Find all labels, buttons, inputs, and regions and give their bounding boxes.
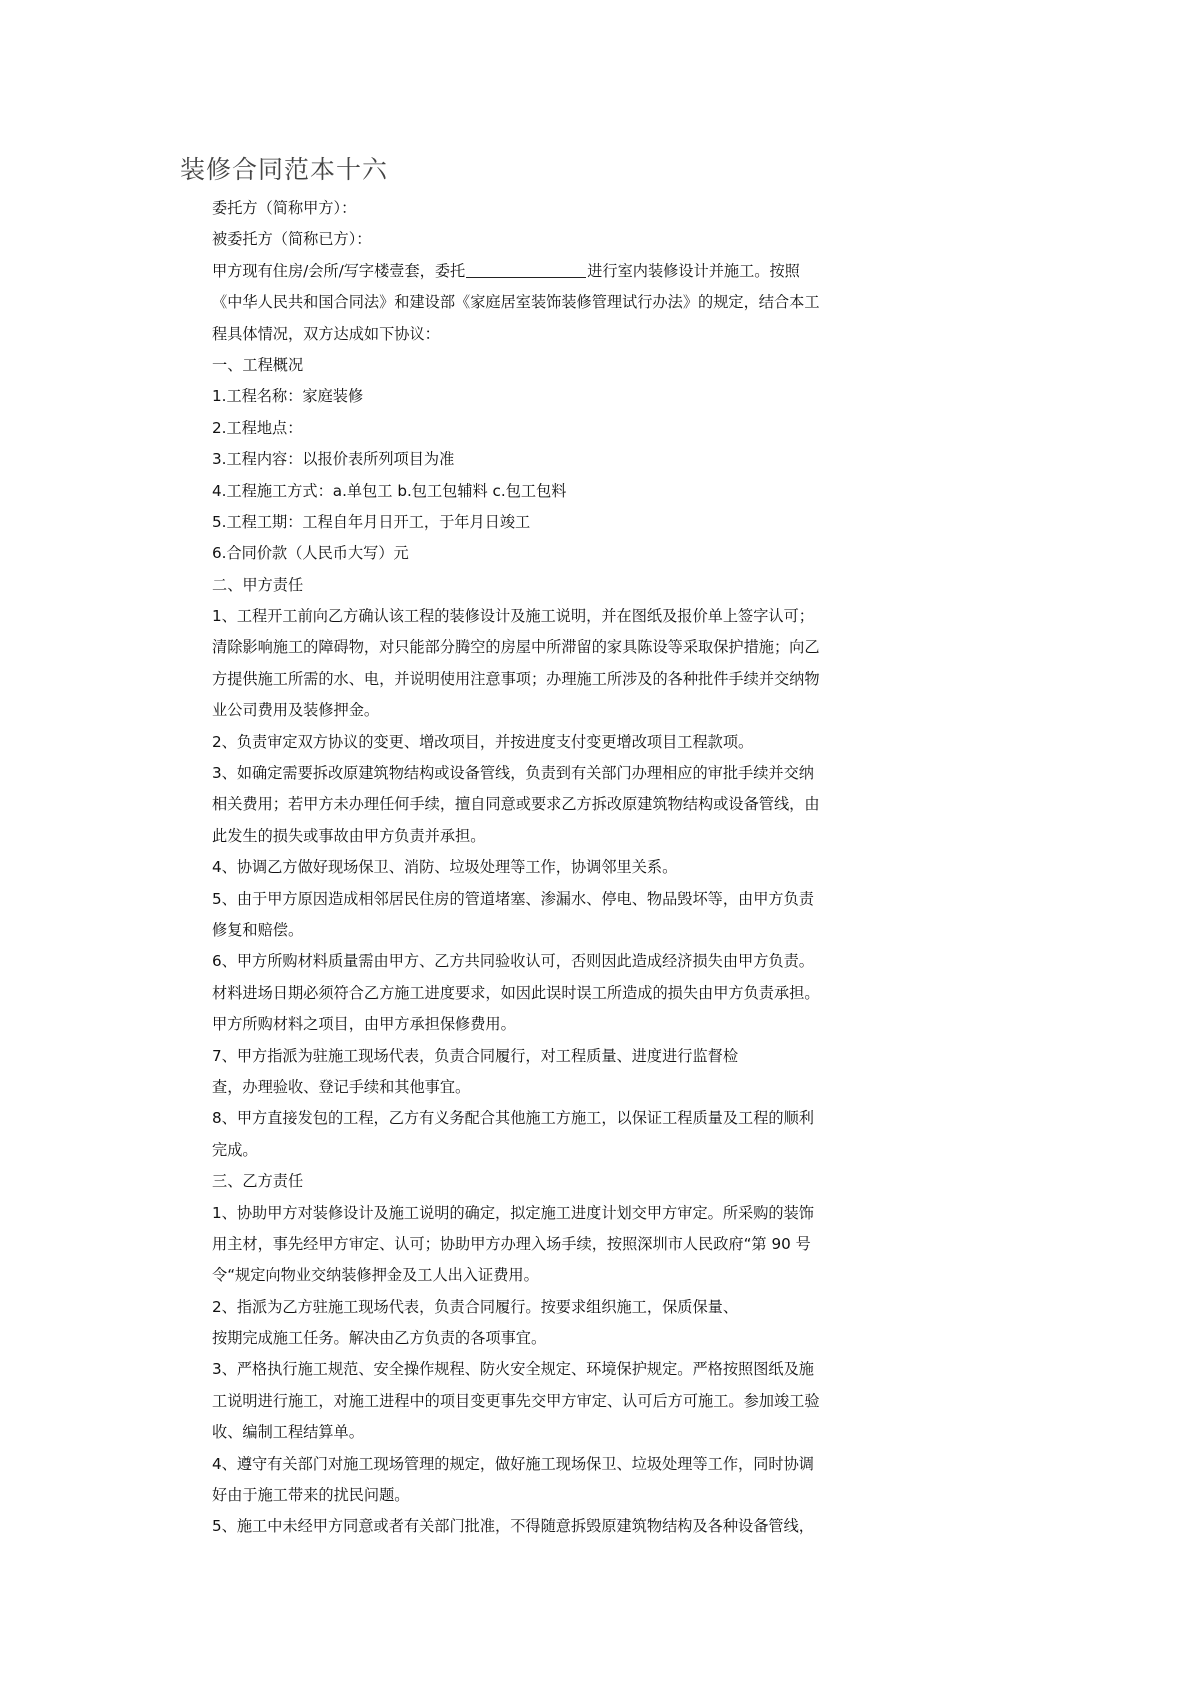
document-line: 1.工程名称：家庭装修 <box>212 387 364 406</box>
document-line: 2、指派为乙方驻施工现场代表，负责合同履行。按要求组织施工，保质保量、 <box>212 1297 739 1316</box>
document-line: 三、乙方责任 <box>212 1172 304 1191</box>
document-line: 二、甲方责任 <box>212 575 304 594</box>
document-line: 完成。 <box>212 1140 258 1159</box>
document-line: 收、编制工程结算单。 <box>212 1423 364 1442</box>
document-title: 装修合同范本十六 <box>180 155 389 184</box>
document-line: 用主材，事先经甲方审定、认可；协助甲方办理入场手续，按照深圳市人民政府“第 90 号 <box>212 1234 811 1253</box>
document-line: 2.工程地点： <box>212 418 303 437</box>
document-line <box>212 256 872 287</box>
document-line: 4、遵守有关部门对施工现场管理的规定，做好施工现场保卫、垃圾处理等工作，同时协调 <box>212 1454 814 1473</box>
document-line: 3.工程内容：以报价表所列项目为准 <box>212 450 455 469</box>
document-line: 令“规定向物业交纳装修押金及工人出入证费用。 <box>212 1266 539 1285</box>
document-line: 2、负责审定双方协议的变更、增改项目，并按进度支付变更增改项目工程款项。 <box>212 732 754 751</box>
document-line: 业公司费用及装修押金。 <box>212 701 380 720</box>
document-line: 修复和赔偿。 <box>212 920 304 939</box>
line-text: 进行室内装修设计并施工。按照 <box>587 261 800 280</box>
line-text: 甲方现有住房/会所/写字楼壹套，委托 <box>212 261 466 280</box>
document-line: 5、由于甲方原因造成相邻居民住房的管道堵塞、渗漏水、停电、物品毁坏等，由甲方负责 <box>212 889 814 908</box>
document-line: 程具体情况，双方达成如下协议： <box>212 324 440 343</box>
document-line: 方提供施工所需的水、电，并说明使用注意事项；办理施工所涉及的各种批件手续并交纳物 <box>212 669 820 688</box>
document-line: 4.工程施工方式：a.单包工 b.包工包辅料 c.包工包料 <box>212 481 567 500</box>
document-line: 3、如确定需要拆改原建筑物结构或设备管线，负责到有关部门办理相应的审批手续并交纳 <box>212 764 814 783</box>
document-line: 6.合同价款（人民币大写）元 <box>212 544 409 563</box>
document-line: 材料进场日期必须符合乙方施工进度要求，如因此误时误工所造成的损失由甲方负责承担。 <box>212 983 820 1002</box>
document-body <box>212 193 872 1543</box>
document-line: 一、工程概况 <box>212 355 304 374</box>
document-line: 此发生的损失或事故由甲方负责并承担。 <box>212 826 486 845</box>
document-line: 《中华人民共和国合同法》和建设部《家庭居室装饰装修管理试行办法》的规定，结合本工 <box>212 293 820 312</box>
document-line: 1、工程开工前向乙方确认该工程的装修设计及施工说明，并在图纸及报价单上签字认可； <box>212 607 814 626</box>
fill-in-blank <box>466 259 586 278</box>
document-line: 5.工程工期：工程自年月日开工，于年月日竣工 <box>212 512 531 531</box>
document-line: 甲方所购材料之项目，由甲方承担保修费用。 <box>212 1015 516 1034</box>
document-line: 查，办理验收、登记手续和其他事宜。 <box>212 1077 471 1096</box>
document-line: 按期完成施工任务。解决由乙方负责的各项事宜。 <box>212 1329 547 1348</box>
document-line: 清除影响施工的障碍物，对只能部分腾空的房屋中所滞留的家具陈设等采取保护措施；向乙 <box>212 638 820 657</box>
document-line: 8、甲方直接发包的工程，乙方有义务配合其他施工方施工，以保证工程质量及工程的顺利 <box>212 1109 814 1128</box>
document-line: 4、协调乙方做好现场保卫、消防、垃圾处理等工作，协调邻里关系。 <box>212 858 678 877</box>
document-line: 6、甲方所购材料质量需由甲方、乙方共同验收认可，否则因此造成经济损失由甲方负责。 <box>212 952 814 971</box>
document-line: 7、甲方指派为驻施工现场代表，负责合同履行，对工程质量、进度进行监督检 <box>212 1046 739 1065</box>
document-line: 委托方（简称甲方）： <box>212 199 357 217</box>
document-line: 5、施工中未经甲方同意或者有关部门批准，不得随意拆毁原建筑物结构及各种设备管线， <box>212 1517 814 1536</box>
document-line: 3、严格执行施工规范、安全操作规程、防火安全规定、环境保护规定。严格按照图纸及施 <box>212 1360 814 1379</box>
document-line: 相关费用；若甲方未办理任何手续，擅自同意或要求乙方拆改原建筑物结构或设备管线，由 <box>212 795 820 814</box>
document-line: 工说明进行施工，对施工进程中的项目变更事先交甲方审定、认可后方可施工。参加竣工验 <box>212 1391 820 1410</box>
document-line: 1、协助甲方对装修设计及施工说明的确定，拟定施工进度计划交甲方审定。所采购的装饰 <box>212 1203 814 1222</box>
document-line: 被委托方（简称已方）： <box>212 230 372 249</box>
document-line: 好由于施工带来的扰民问题。 <box>212 1486 410 1505</box>
